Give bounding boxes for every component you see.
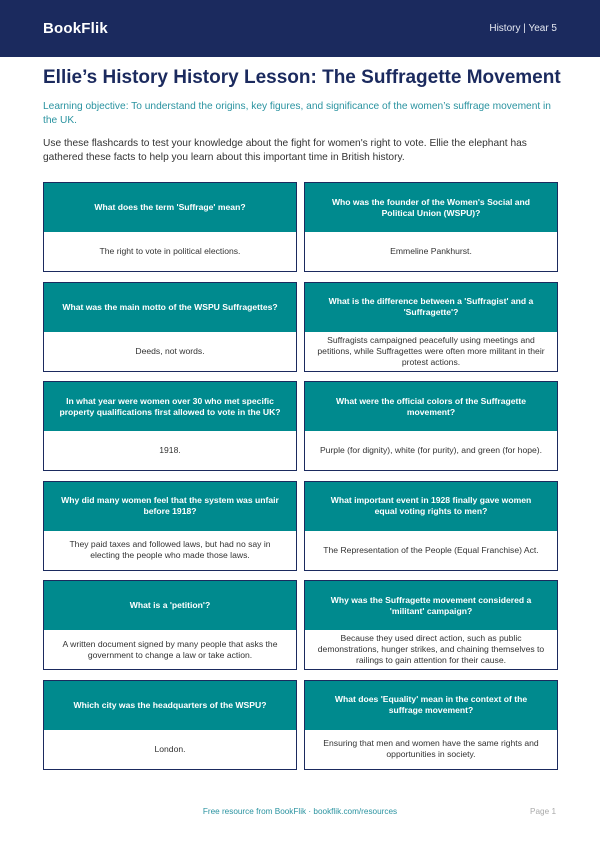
flashcard-row [43,481,558,581]
flashcard-row [43,680,558,780]
flashcard-question: What was the main motto of the WSPU Suffragettes? [44,283,296,332]
flashcard-answer: Suffragists campaigned peacefully using meetings and petitions, while Suffragettes were often more militant in their protest actions. [305,332,557,371]
page-number: Page 1 [530,807,556,816]
flashcard[interactable] [43,282,297,372]
flashcard-answer: The Representation of the People (Equal Franchise) Act. [305,531,557,570]
flashcard-question: Why was the Suffragette movement considered a 'militant' campaign? [305,581,557,630]
page-header [0,0,600,57]
flashcard-answer: The right to vote in political elections. [44,232,296,271]
learning-objective: Learning objective: To understand the origins, key figures, and significance of the women’s suffrage movement in the UK. [43,101,551,126]
flashcard-question: What is a 'petition'? [44,581,296,630]
flashcard-answer: Emmeline Pankhurst. [305,232,557,271]
flashcard-question: What does the term 'Suffrage' mean? [44,183,296,232]
flashcard-answer: Because they used direct action, such as public demonstrations, hunger strikes, and chaining themselves to railings to gain attention for their cause. [305,630,557,669]
flashcard-question: What were the official colors of the Suffragette movement? [305,382,557,431]
flashcard[interactable] [43,182,297,272]
intro-text: Use these flashcards to test your knowledge about the fight for women's right to vote. Ellie the elephant has gathered these facts to help you learn about this important time in British history. [43,138,527,163]
flashcard-question: Which city was the headquarters of the WSPU? [44,681,296,730]
flashcard[interactable] [304,381,558,471]
footer-link[interactable]: Free resource from BookFlik · bookflik.com/resources [202,807,398,816]
flashcard-answer: London. [44,730,296,769]
flashcard-answer: Deeds, not words. [44,332,296,371]
flashcard-answer: 1918. [44,431,296,470]
flashcard-row [43,580,558,680]
flashcard-question: What does 'Equality' mean in the context of the suffrage movement? [305,681,557,730]
flashcard-row [43,282,558,382]
brand-logo[interactable]: BookFlik [43,20,108,37]
flashcard-row [43,381,558,481]
page-title: Ellie’s History History Lesson: The Suffragette Movement [43,67,561,88]
flashcard-answer: They paid taxes and followed laws, but had no say in electing the people who made those laws. [44,531,296,570]
flashcard[interactable] [43,580,297,670]
flashcard[interactable] [304,182,558,272]
flashcard-grid [43,182,558,780]
flashcard-question: What is the difference between a 'Suffragist' and a 'Suffragette'? [305,283,557,332]
flashcard-answer: Ensuring that men and women have the same rights and opportunities in society. [305,730,557,769]
flashcard-question: In what year were women over 30 who met specific property qualifications first allowed to vote in the UK? [44,382,296,431]
flashcard[interactable] [43,481,297,571]
flashcard-question: Why did many women feel that the system was unfair before 1918? [44,482,296,531]
flashcard-question: Who was the founder of the Women's Social and Political Union (WSPU)? [305,183,557,232]
flashcard[interactable] [43,381,297,471]
flashcard-question: What important event in 1928 finally gave women equal voting rights to men? [305,482,557,531]
flashcard[interactable] [43,680,297,770]
flashcard-row [43,182,558,282]
flashcard[interactable] [304,282,558,372]
flashcard[interactable] [304,680,558,770]
flashcard[interactable] [304,481,558,571]
breadcrumb: History | Year 5 [489,23,557,34]
flashcard-answer: A written document signed by many people that asks the government to change a law or take action. [44,630,296,669]
flashcard[interactable] [304,580,558,670]
flashcard-answer: Purple (for dignity), white (for purity), and green (for hope). [305,431,557,470]
